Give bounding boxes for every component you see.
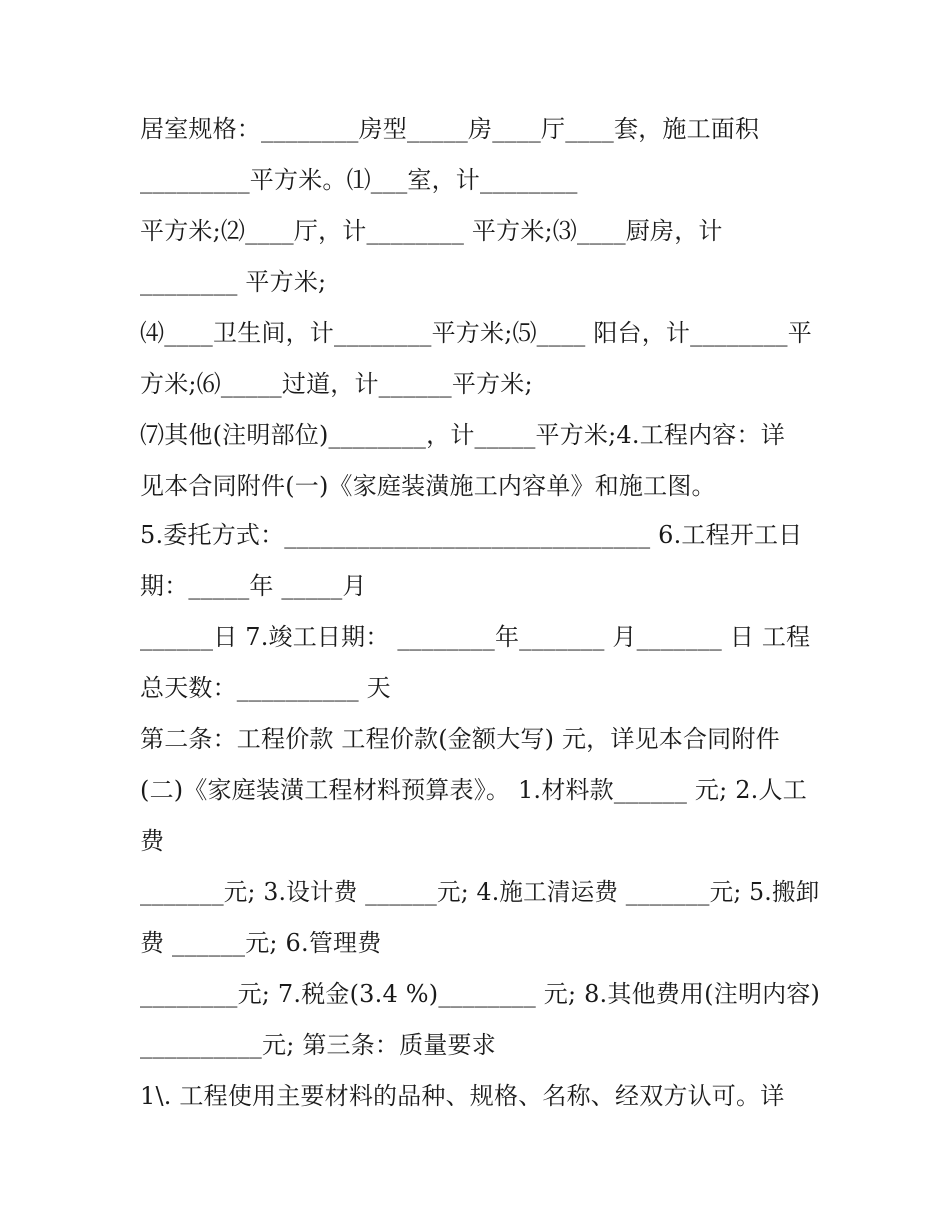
text-line: ⑷____卫生间，计________平方米;⑸____ 阳台，计________平 — [140, 319, 812, 347]
text-line: 居室规格：________房型_____房____厅____套，施工面积 — [140, 115, 760, 143]
text-line: _______元; 3.设计费 ______元; 4.施工清运费 _______元; 5.搬卸 — [140, 878, 820, 906]
text-line: 平方米;⑵____厅，计________ 平方米;⑶____厨房，计 — [140, 217, 723, 245]
text-line: 费 ______元; 6.管理费 — [140, 929, 382, 957]
text-line: 期：_____年 _____月 — [140, 572, 367, 600]
text-line: 5.委托方式：______________________________ 6.工程开工日 — [140, 521, 803, 549]
text-line: 费 — [140, 827, 165, 855]
text-line: _________平方米。⑴___室，计________ — [140, 166, 578, 194]
text-line: __________元; 第三条：质量要求 — [140, 1031, 496, 1059]
text-line: 方米;⑹_____过道，计______平方米; — [140, 370, 533, 398]
text-line: ________元; 7.税金(3.4 %)________ 元; 8.其他费用(注明内容) — [140, 980, 821, 1008]
text-line: 第二条：工程价款 工程价款(金额大写) 元，详见本合同附件 — [140, 725, 780, 753]
text-line: 见本合同附件(一)《家庭装潢施工内容单》和施工图。 — [140, 472, 716, 500]
text-line: ______日 7.竣工日期： ________年_______ 月_______ 日 工程 — [140, 623, 811, 651]
text-line: (二)《家庭装潢工程材料预算表》。 1.材料款______ 元; 2.人工 — [140, 776, 807, 804]
text-line: ⑺其他(注明部位)________，计_____平方米;4.工程内容：详 — [140, 421, 785, 449]
text-line: 1\. 工程使用主要材料的品种、规格、名称、经双方认可。详 — [140, 1082, 785, 1110]
text-line: 总天数：__________ 天 — [140, 674, 391, 702]
text-line: ________ 平方米; — [140, 268, 327, 296]
